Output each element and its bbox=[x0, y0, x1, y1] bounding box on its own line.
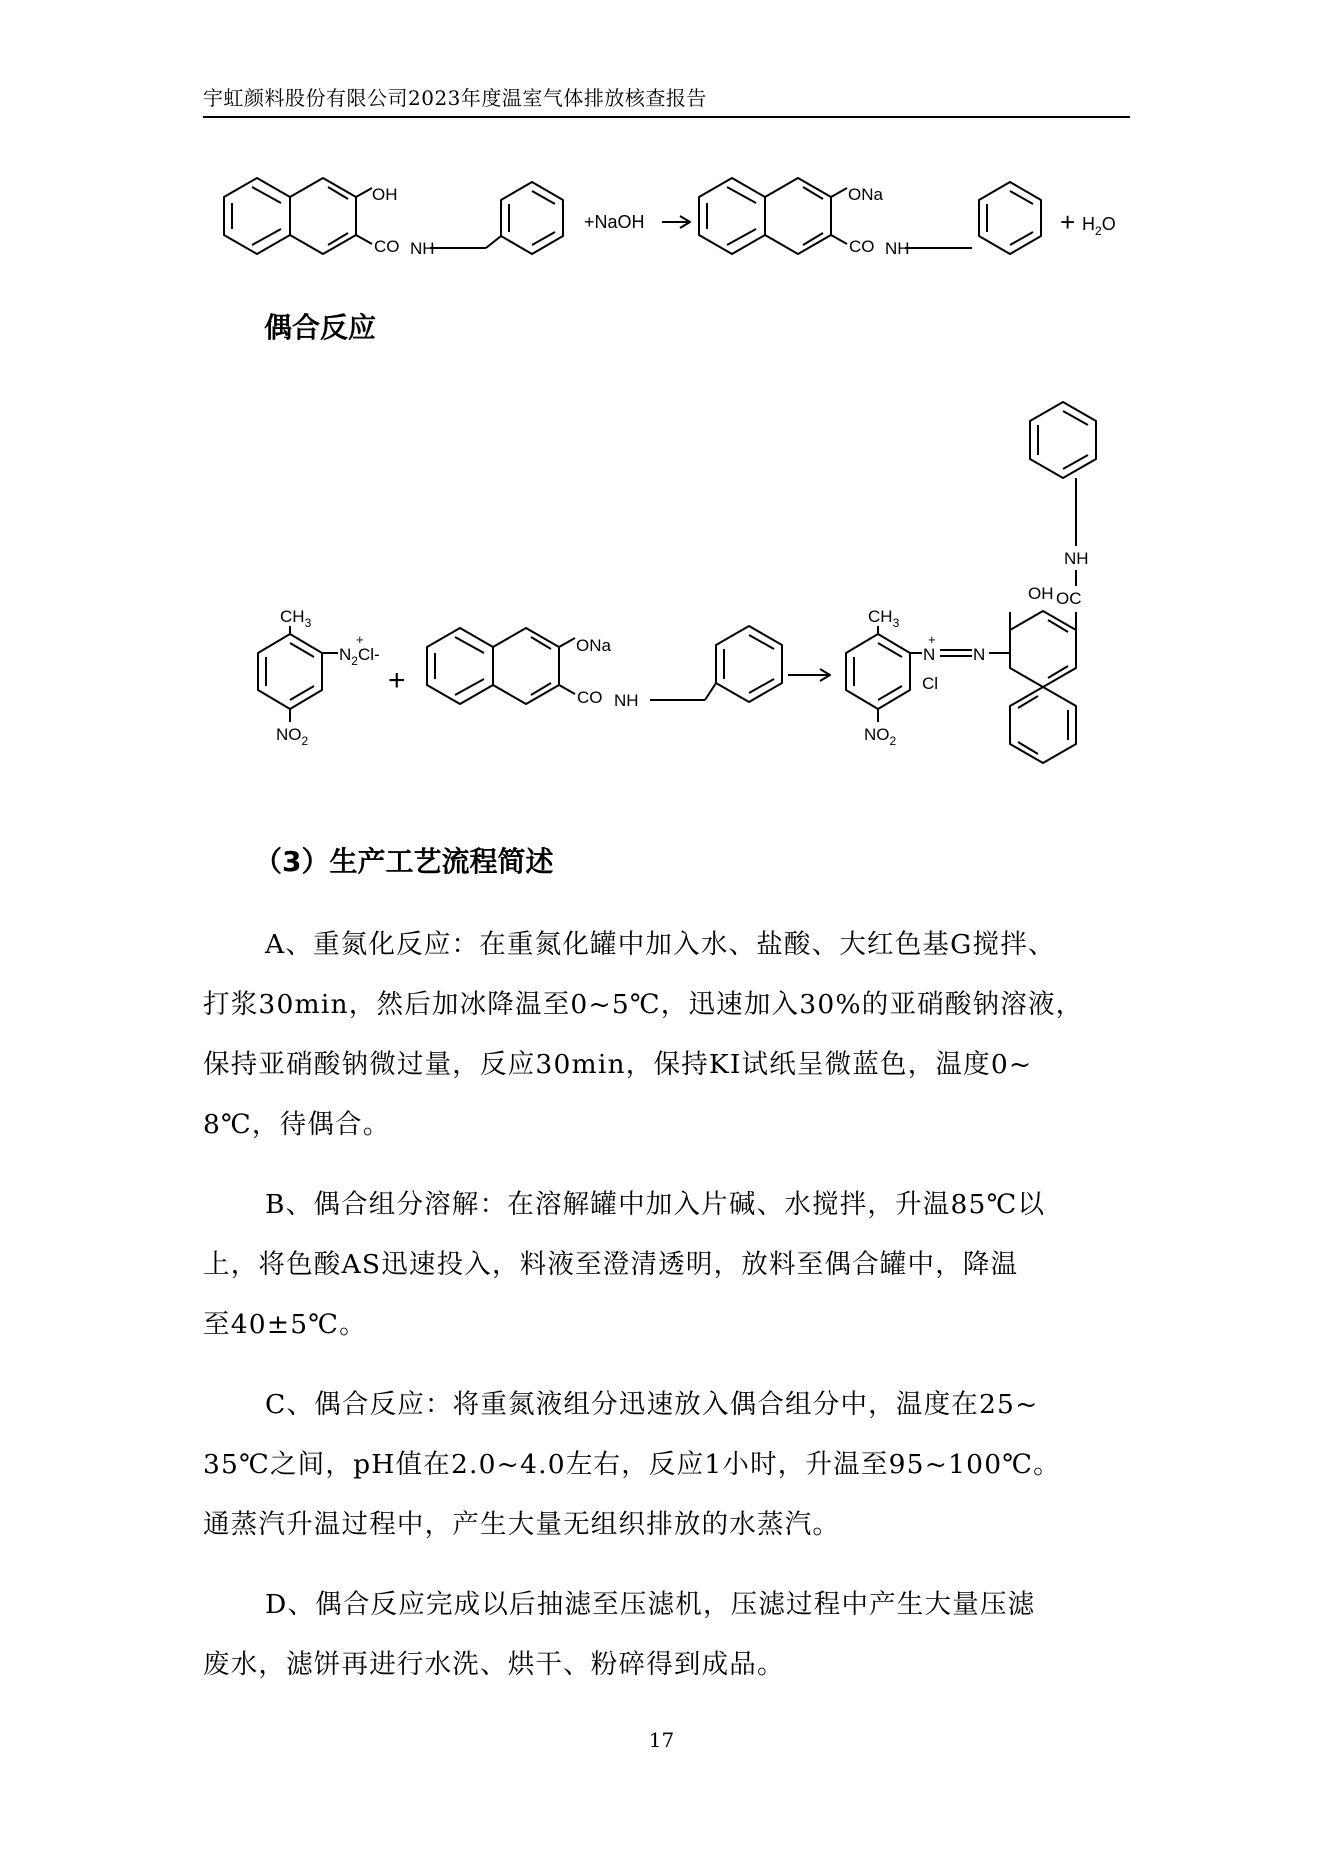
paragraph-line: C、偶合反应：将重氮液组分迅速放入偶合组分中，温度在25~ bbox=[265, 1389, 1039, 1420]
r2-n-charge: + bbox=[928, 632, 936, 647]
r2-nh-label: NH bbox=[614, 691, 639, 710]
r2-plus-sign: + bbox=[388, 664, 406, 697]
paragraph-line: 35℃之间，pH值在2.0~4.0左右，反应1小时，升温至95~100℃。 bbox=[203, 1449, 1061, 1480]
r2-cl-label: Cl bbox=[922, 674, 939, 693]
r2-diazonium-label: $N_2Cl-$ bbox=[339, 645, 380, 668]
r2-oc-label: OC bbox=[1056, 589, 1082, 608]
paragraph-line: A、重氮化反应：在重氮化罐中加入水、盐酸、大红色基G搅拌、 bbox=[265, 929, 1056, 960]
r2-ch3-label-b: $CH_3$ bbox=[868, 607, 900, 630]
r2-no2-label-a: $NO_2$ bbox=[276, 725, 309, 748]
r2-diazonium-charge: + bbox=[356, 632, 364, 647]
paragraph-line: 打浆30min，然后加冰降温至0~5℃，迅速加入30%的亚硝酸钠溶液， bbox=[203, 989, 1084, 1020]
chemical-equations bbox=[0, 0, 1323, 820]
paragraph-c bbox=[203, 1375, 1130, 1555]
paragraph-line: D、偶合反应完成以后抽滤至压滤机，压滤过程中产生大量压滤 bbox=[265, 1589, 1036, 1620]
r2-ch3-label-a: $CH_3$ bbox=[280, 607, 312, 630]
r2-n-plus-label: N bbox=[923, 645, 936, 664]
r1-amide-label: CO bbox=[374, 237, 400, 256]
r1-water-label: $H_2O$ bbox=[1082, 214, 1116, 238]
r1-product-nh-label: NH bbox=[885, 239, 910, 258]
paragraph-line: 废水，滤饼再进行水洗、烘干、粉碎得到成品。 bbox=[203, 1649, 785, 1680]
r1-ona-label: ONa bbox=[848, 185, 883, 204]
r1-product-amide-label: CO bbox=[849, 237, 875, 256]
azo-product-structure bbox=[846, 402, 1096, 763]
r1-nh-label: NH bbox=[410, 239, 435, 258]
coupling-reaction-heading: 偶合反应 bbox=[264, 311, 377, 344]
process-description-heading: （3）生产工艺流程简述 bbox=[254, 845, 554, 878]
paragraph-line: 通蒸汽升温过程中，产生大量无组织排放的水蒸汽。 bbox=[203, 1509, 841, 1540]
r2-n-label: N bbox=[973, 645, 986, 664]
r2-amide-label: CO bbox=[577, 688, 603, 707]
paragraph-d bbox=[203, 1575, 1130, 1695]
r1-naoh-label: +NaOH bbox=[584, 212, 645, 232]
r1-plus-sign: + bbox=[1060, 207, 1076, 237]
page-number: 17 bbox=[648, 1728, 675, 1752]
paragraph-line: 8℃，待偶合。 bbox=[203, 1109, 391, 1140]
r2-nh-top-label: NH bbox=[1064, 549, 1089, 568]
r2-ona-label: ONa bbox=[576, 636, 611, 655]
diazonium-salt-structure bbox=[258, 626, 338, 722]
paragraph-line: B、偶合组分溶解：在溶解罐中加入片碱、水搅拌，升温85℃以 bbox=[265, 1189, 1046, 1220]
r2-oh-label: OH bbox=[1028, 584, 1054, 603]
page-header: 宇虹颜料股份有限公司2023年度温室气体排放核查报告 bbox=[203, 86, 707, 110]
paragraph-b bbox=[203, 1175, 1130, 1355]
r1-oh-label: OH bbox=[372, 185, 398, 204]
paragraph-line: 至40±5℃。 bbox=[203, 1309, 367, 1340]
paragraph-a bbox=[203, 915, 1130, 1155]
paragraph-line: 保持亚硝酸钠微过量，反应30min，保持KI试纸呈微蓝色，温度0~ bbox=[203, 1049, 1033, 1080]
paragraph-line: 上，将色酸AS迅速投入，料液至澄清透明，放料至偶合罐中，降温 bbox=[203, 1249, 1019, 1280]
r2-no2-label-b: $NO_2$ bbox=[864, 725, 897, 748]
